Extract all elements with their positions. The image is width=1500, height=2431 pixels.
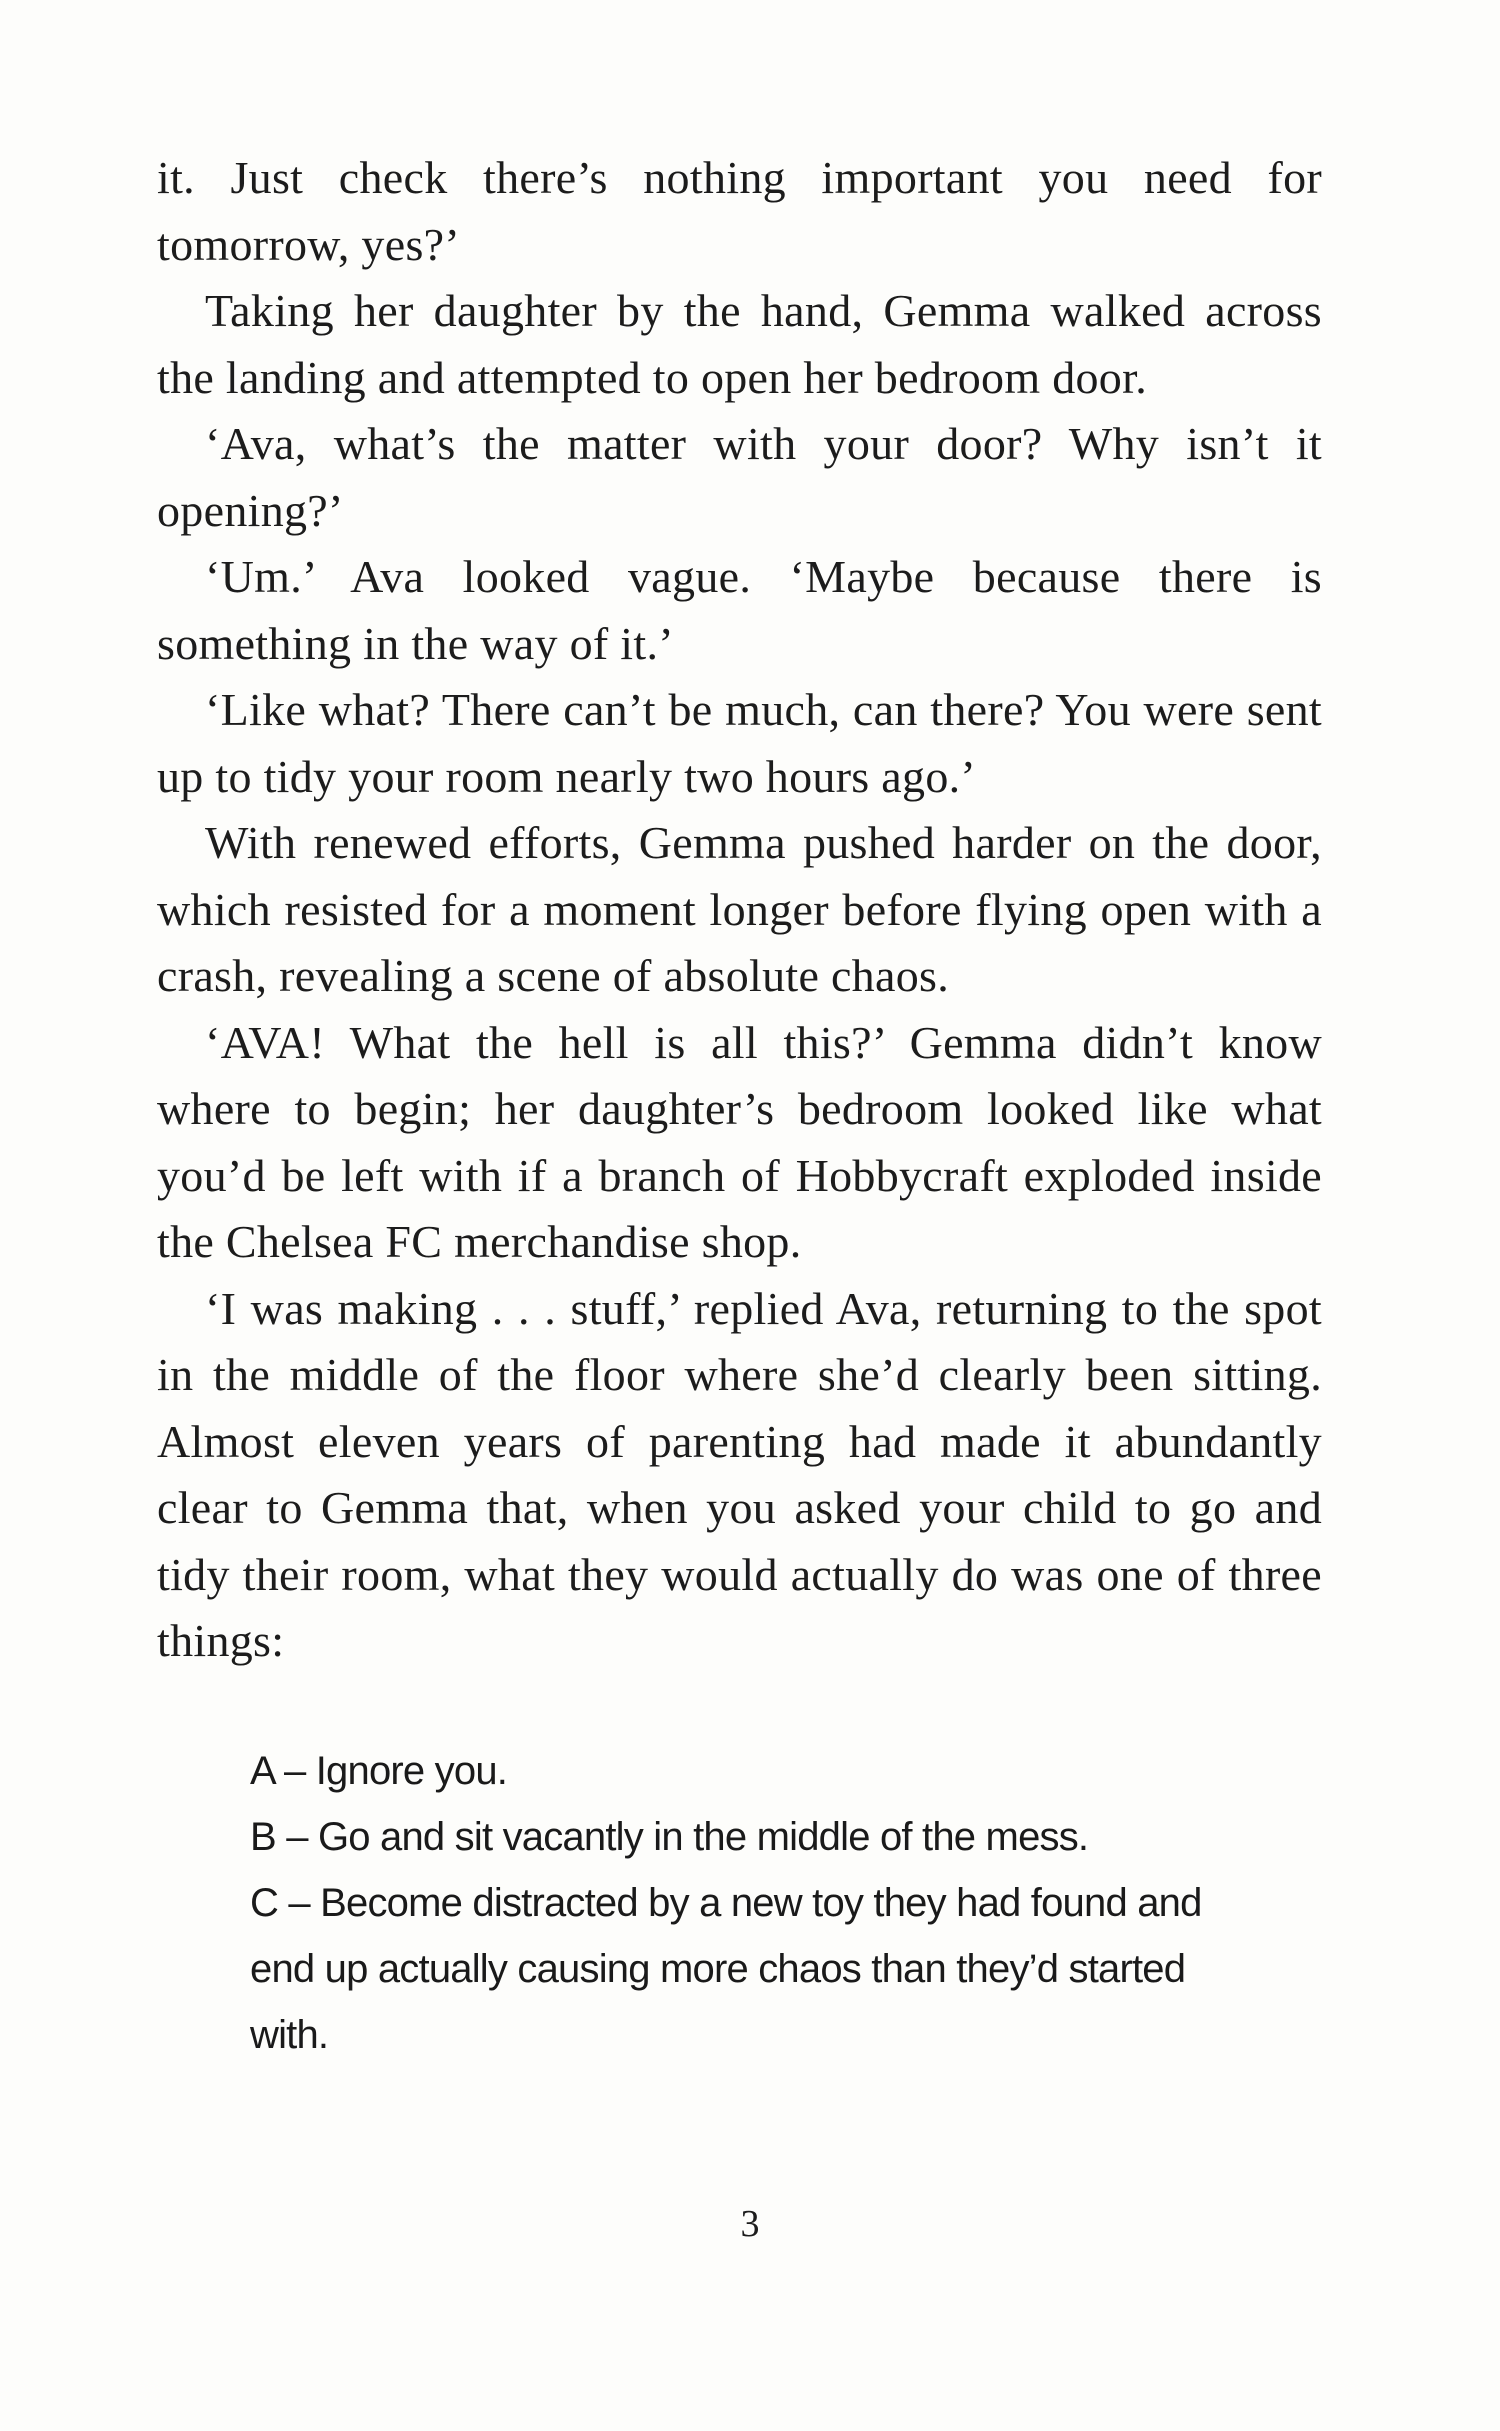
body-text	[157, 145, 1322, 1675]
list-item-b: B – Go and sit vacantly in the middle of the mess.	[250, 1815, 1089, 1859]
paragraph: Taking her daughter by the hand, Gemma walked across the landing and attempted to open her bedroom door.	[157, 285, 1322, 403]
page-number: 3	[740, 2203, 760, 2245]
paragraph: With renewed efforts, Gemma pushed harder on the door, which resisted for a moment longer before flying open with a crash, revealing a scene of absolute chaos.	[157, 817, 1322, 1001]
list-item-a: A – Ignore you.	[250, 1749, 508, 1793]
options-list	[250, 1738, 1250, 2068]
paragraph: ‘AVA! What the hell is all this?’ Gemma didn’t know where to begin; her daughter’s bedroom looked like what you’d be left with if a branch of Hobbycraft exploded inside the Chelsea FC merchandise shop.	[157, 1016, 1322, 1267]
paragraph: ‘Like what? There can’t be much, can there? You were sent up to tidy your room nearly two hours ago.’	[157, 684, 1322, 802]
paragraph: ‘Um.’ Ava looked vague. ‘Maybe because there is something in the way of it.’	[157, 551, 1322, 669]
paragraph: ‘Ava, what’s the matter with your door? Why isn’t it opening?’	[157, 418, 1322, 536]
list-item-c: C – Become distracted by a new toy they had found and end up actually causing more chaos than they’d started with.	[250, 1881, 1202, 2057]
paragraph-continued: it. Just check there’s nothing important you need for tomorrow, yes?’	[157, 152, 1322, 270]
paragraph: ‘I was making . . . stuff,’ replied Ava, returning to the spot in the middle of the floor where she’d clearly been sitting. Almost eleven years of parenting had made it abundantly clear to Gemma that, when you asked your child to go and tidy their room, what they would actually do was one of three things:	[157, 1282, 1322, 1666]
